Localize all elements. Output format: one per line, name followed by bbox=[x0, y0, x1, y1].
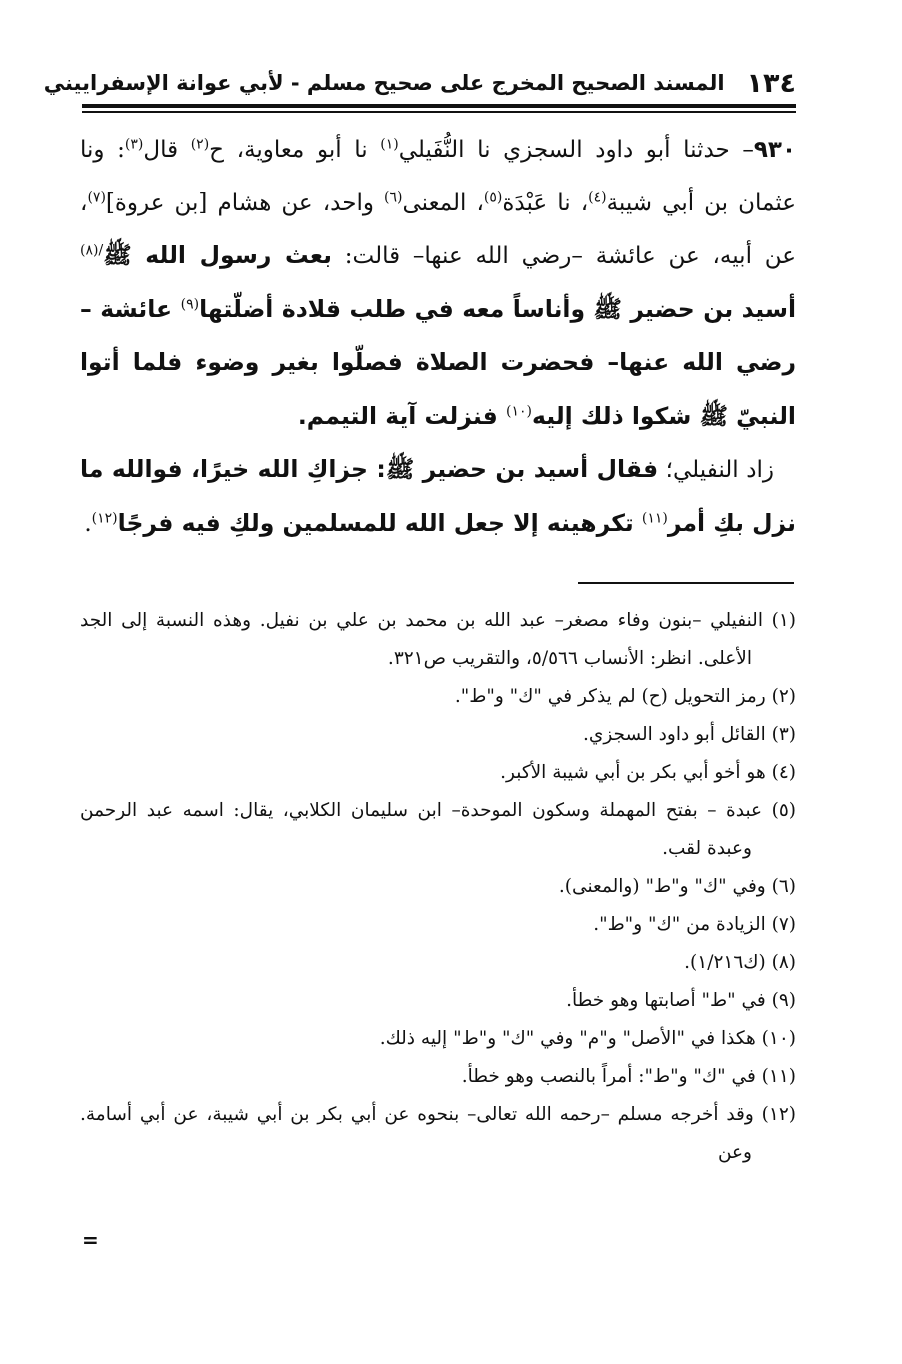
header-rule-thick bbox=[82, 104, 796, 108]
bold-text-span: بعث رسول الله ﷺ bbox=[103, 241, 332, 269]
footnotes-section bbox=[80, 602, 796, 1172]
bold-text-span: أسيد بن حضير ﷺ وأناساً معه في طلب قلادة أضلّتها bbox=[199, 294, 797, 323]
footnote-ref: (٢) bbox=[190, 136, 210, 153]
footnote: (٣) القائل أبو داود السجزي. bbox=[582, 724, 796, 745]
footnote-ref: (٣) bbox=[124, 136, 144, 153]
text-span: ، المعنى bbox=[402, 189, 484, 216]
page-number: ١٣٤ bbox=[746, 67, 796, 99]
text-span: ، عن أبيه، عن عائشة –رضي الله عنها– قالت: bbox=[80, 189, 796, 269]
text-span: زاد النفيلي؛ bbox=[658, 457, 774, 483]
text-span: : ونا عثمان بن أبي شيبة bbox=[80, 137, 797, 216]
footnote-ref: (٦) bbox=[384, 188, 403, 205]
footnote: (٥) عبدة – بفتح المهملة وسكون الموحدة– ابن سليمان الكلابي، يقال: اسمه عبد الرحمن وعبدة لقب. bbox=[80, 800, 796, 859]
header-rule-thin bbox=[82, 111, 796, 113]
bold-text-span: تكرهينه إلا جعل الله للمسلمين ولكِ فيه فرجًا bbox=[117, 508, 642, 537]
bold-text-span: فقال أسيد بن حضير ﷺ: جزاكِ الله خيرًا، فوالله ما نزل بكِ أمر bbox=[80, 455, 796, 537]
footnote-ref: (١) bbox=[380, 136, 399, 153]
footnote-separator bbox=[578, 582, 794, 584]
footnote-ref: (٧) bbox=[87, 188, 106, 205]
text-span: قال bbox=[143, 137, 191, 163]
page-header bbox=[43, 62, 796, 104]
footnote: (١) النفيلي –بنون وفاء مصغر– عبد الله بن محمد بن علي بن نفيل. وهذه النسبة إلى الجد الأعلى. انظر: الأنساب ٥/٥٦٦، والتقريب ص٣٢١. bbox=[80, 610, 796, 669]
text-span: ، نا عَبْدَة bbox=[502, 189, 589, 216]
footnote: (٨) (ك١/٢١٦). bbox=[684, 952, 796, 973]
footnote: (١٢) وقد أخرجه مسلم –رحمه الله تعالى– بنحوه عن أبي بكر بن أبي شيبة، عن أبي أسامة. وعن bbox=[80, 1104, 796, 1163]
footnote: (٤) هو أخو أبي بكر بن أبي شيبة الأكبر. bbox=[500, 762, 796, 783]
text-span: نا أبو معاوية، ح bbox=[209, 137, 381, 163]
hadith-paragraph-1 bbox=[80, 124, 796, 443]
footnote-ref: (٩) bbox=[180, 295, 200, 312]
footnote-ref: (١٢) bbox=[91, 509, 118, 526]
footnote: (١١) في "ك" و"ط": أمراً بالنصب وهو خطأ. bbox=[461, 1066, 796, 1087]
footnote: (٧) الزيادة من "ك" و"ط". bbox=[593, 914, 796, 935]
text-span: . bbox=[84, 510, 92, 537]
hadith-paragraph-2 bbox=[80, 443, 796, 550]
hadith-body bbox=[80, 124, 796, 550]
footnote: (٢) رمز التحويل (ح) لم يذكر في "ك" و"ط". bbox=[454, 686, 796, 707]
footnote-ref: /(٨) bbox=[80, 242, 104, 259]
footnote-ref: (٥) bbox=[483, 188, 503, 205]
text-span: – حدثنا أبو داود السجزي نا النُّفَيلي bbox=[398, 137, 754, 163]
footnote: (٦) وفي "ك" و"ط" (والمعنى). bbox=[558, 876, 796, 897]
footnote-ref: (١١) bbox=[641, 509, 668, 526]
footnote: (٩) في "ط" أصابتها وهو خطأ. bbox=[566, 990, 796, 1011]
bold-text-span: فنزلت آية التيمم. bbox=[297, 401, 506, 430]
continuation-mark: = bbox=[82, 1228, 99, 1252]
footnote: (١٠) هكذا في "الأصل" و"م" وفي "ك" و"ط" إليه ذلك. bbox=[379, 1028, 796, 1049]
hadith-number: ٩٣٠ bbox=[753, 137, 796, 163]
text-span: واحد، عن هشام [بن عروة] bbox=[105, 189, 385, 216]
bold-text-span: عائشة –رضي الله عنها– فحضرت الصلاة فصلّوا بغير وضوء فلما أتوا النبيّ ﷺ شكوا ذلك إليه bbox=[80, 294, 796, 430]
footnote-ref: (١٠) bbox=[506, 402, 532, 419]
running-title: المسند الصحيح المخرج على صحيح مسلم - لأبي عوانة الإسفراييني bbox=[43, 71, 725, 95]
footnote-ref: (٤) bbox=[588, 188, 607, 205]
